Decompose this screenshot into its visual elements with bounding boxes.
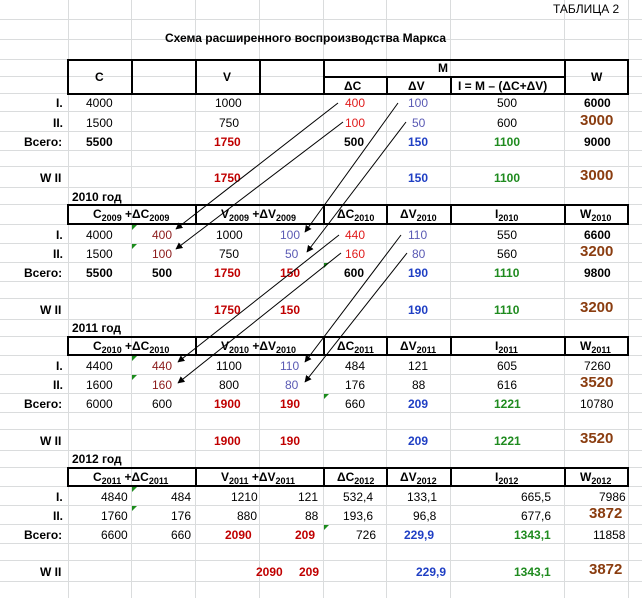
cell-i: 665,5 [521,490,552,504]
cell-dv: 50 [412,116,426,130]
cell-dv-prev: 209 [299,565,320,579]
header-dc: $\Delta C_{2010}$ [337,207,375,223]
cell-i: 1110 [494,303,520,317]
year-label-2012: 2012 год [72,452,122,466]
cell-dv: 133,1 [407,490,438,504]
row-label: W II [40,565,62,579]
cell-dc-prev: 660 [171,528,192,542]
header-dc: ΔC [344,79,362,93]
cell-dv-prev: 110 [280,359,300,373]
cell-dc: 193,6 [343,509,374,523]
header-v-plus-dv: $V_{2010} +\Delta V_{2010}$ [221,339,297,355]
cell-i: 616 [497,378,518,392]
cell-c: 1760 [101,509,128,523]
comment-marker [132,375,137,380]
cell-dv-prev: 80 [285,378,299,392]
gridline [0,150,642,151]
cell-i: 560 [497,247,518,261]
cell-dv-prev: 88 [305,509,319,523]
cell-dc-prev: 100 [152,247,173,261]
cell-i: 550 [497,228,518,242]
cell-dv: 190 [408,303,429,317]
comment-marker [132,225,137,230]
cell-dc-prev: 400 [152,228,173,242]
cell-dc: 160 [345,247,366,261]
comment-marker [132,506,137,511]
cell-dc-prev: 176 [171,509,192,523]
cell-w: 3872 [589,561,623,578]
cell-i: 500 [497,96,518,110]
row-label: Всего: [24,528,63,542]
gridline [0,543,642,544]
cell-c: 4400 [86,359,113,373]
cell-i: 1100 [494,135,521,149]
header-w: $W_{2011}$ [580,339,611,355]
header-c-plus-dc: $C_{2011} +\Delta C_{2011}$ [93,470,169,486]
header-dv: ΔV [408,79,425,93]
gridline [0,560,642,561]
gridline [0,450,642,451]
cell-dv-prev: 190 [280,434,301,448]
cell-w: 9000 [584,135,611,149]
cell-dv-prev: 150 [280,303,301,317]
cell-w: 7260 [584,359,611,373]
gridline [0,429,642,430]
cell-v: 1750 [214,135,241,149]
cell-i: 1343,1 [514,528,551,542]
header-w: $W_{2010}$ [580,207,612,223]
cell-i: 677,6 [521,509,552,523]
row-label: W II [40,171,62,185]
header-c-plus-dc: $C_{2009} +\Delta C_{2009}$ [93,207,170,223]
gridline [0,187,642,188]
cell-dv: 96,8 [413,509,437,523]
header-v-plus-dv: $V_{2011} +\Delta V_{2011}$ [221,470,296,486]
header-v-plus-dv: $V_{2009} +\Delta V_{2009}$ [221,207,297,223]
comment-marker [324,263,329,268]
gridline [0,281,642,282]
cell-dc: 440 [345,228,366,242]
header-i: $I_{2010}$ [495,207,519,223]
cell-v: 880 [237,509,258,523]
cell-i: 1100 [494,171,521,185]
cell-dc: 484 [345,359,366,373]
gridline [0,393,642,394]
gridline [0,243,642,244]
cell-w: 3200 [580,243,614,260]
cell-v: 1900 [214,397,241,411]
cell-i: 1343,1 [514,565,551,579]
cell-w: 3200 [580,299,614,316]
cell-dv-prev: 121 [298,490,319,504]
cell-v: 1750 [214,266,241,280]
header-dc: $\Delta C_{2011}$ [337,339,374,355]
header-c-plus-dc: $C_{2010} +\Delta C_{2010}$ [93,339,170,355]
header-i: $I_{2012}$ [495,470,519,486]
cell-dv-prev: 190 [280,397,301,411]
row-label: Всего: [24,397,63,411]
year-label-2010: 2010 год [72,190,122,204]
row-label: II. [53,116,64,130]
row-label: II. [53,378,64,392]
header-dv: $\Delta V_{2012}$ [400,470,437,486]
cell-dv: 229,9 [404,528,435,542]
page-title: Схема расширенного воспроизводства Маркса [165,31,447,45]
cell-w: 3000 [580,167,614,184]
gridline [0,374,642,375]
cell-v: 1750 [214,171,241,185]
cell-dv-prev: 209 [295,528,316,542]
cell-dc-prev: 500 [152,266,173,280]
cell-w: 9800 [584,266,611,280]
header-w: $W_{2012}$ [580,470,612,486]
cell-w: 6600 [584,228,611,242]
year-label-2011: 2011 год [72,321,121,335]
row-label: W II [40,303,62,317]
gridline [0,412,642,413]
cell-dv: 88 [412,378,426,392]
gridline [0,166,642,167]
cell-dv-prev: 50 [285,247,299,261]
cell-w: 7986 [599,490,626,504]
header-w: W [591,70,603,84]
cell-c: 1500 [86,247,113,261]
header-i-formula: I = M – (ΔC+ΔV) [458,79,548,93]
cell-v: 1100 [216,359,242,373]
comment-marker [132,244,137,249]
gridline [0,298,642,299]
cell-dv-prev: 150 [280,266,301,280]
cell-v: 1000 [215,96,242,110]
cell-v: 750 [219,116,240,130]
cell-dc-prev: 160 [152,378,173,392]
cell-c: 6000 [86,397,113,411]
cell-v: 1000 [216,228,243,242]
cell-w: 3520 [580,430,614,447]
cell-dc: 726 [356,528,377,542]
row-label: I. [56,359,63,373]
comment-marker [132,356,137,361]
cell-dc: 600 [344,266,365,280]
cell-dv: 80 [412,247,426,261]
header-i: $I_{2011}$ [495,339,518,355]
header-m: M [438,61,448,75]
cell-dc-prev: 600 [152,397,173,411]
cell-dc-prev: 440 [152,359,173,373]
cell-dv-prev: 100 [280,228,301,242]
cell-c: 6600 [101,528,128,542]
cell-w: 3872 [589,505,623,522]
cell-dv: 229,9 [416,565,447,579]
cell-dc: 400 [345,96,366,110]
table-label: ТАБЛИЦА 2 [553,2,620,16]
cell-dv: 150 [408,171,429,185]
cell-dc-prev: 484 [171,490,192,504]
cell-v: 1210 [231,490,258,504]
cell-c: 4840 [101,490,128,504]
header-dv: $\Delta V_{2011}$ [400,339,437,355]
cell-c: 4000 [86,96,113,110]
cell-c: 1600 [86,378,113,392]
header-v: V [223,70,232,84]
cell-c: 5500 [86,135,113,149]
gridline [0,262,642,263]
gridline [0,505,642,506]
row-label: II. [53,509,64,523]
row-label: Всего: [24,266,63,280]
cell-dc: 500 [344,135,365,149]
cell-c: 4000 [86,228,113,242]
gridline [0,319,642,320]
row-label: I. [56,96,63,110]
cell-dv: 190 [408,266,429,280]
cell-w: 3520 [580,374,614,391]
cell-dv: 121 [408,359,429,373]
row-label: W II [40,434,62,448]
gridline [0,19,642,20]
cell-dc: 176 [345,378,366,392]
comment-marker [324,394,329,399]
cell-w: 3000 [580,112,614,129]
comment-marker [324,525,329,530]
cell-dc: 100 [345,116,366,130]
row-label: I. [56,228,63,242]
cell-w: 10780 [580,397,614,411]
cell-v: 800 [219,378,240,392]
gridline [0,131,642,132]
cell-v: 1900 [214,434,241,448]
cell-c: 1500 [86,116,113,130]
cell-dv: 209 [408,397,429,411]
cell-v: 1750 [214,303,241,317]
cell-dc: 532,4 [343,490,374,504]
cell-c: 5500 [86,266,113,280]
header-dc: $\Delta C_{2012}$ [337,470,375,486]
row-label: II. [53,247,64,261]
cell-v: 2090 [256,565,283,579]
cell-i: 1110 [494,266,520,280]
gridline [0,581,642,582]
cell-w: 11858 [593,528,626,542]
cell-v: 2090 [225,528,252,542]
cell-dv: 209 [408,434,429,448]
cell-w: 6000 [584,96,611,110]
cell-i: 605 [497,359,518,373]
row-label: Всего: [24,135,63,149]
row-label: I. [56,490,63,504]
comment-marker [132,487,137,492]
header-c: C [95,70,104,84]
header-dv: $\Delta V_{2010}$ [400,207,437,223]
cell-dv: 110 [408,228,428,242]
cell-i: 600 [497,116,518,130]
gridline [0,524,642,525]
cell-v: 750 [219,247,240,261]
cell-dv: 100 [408,96,429,110]
cell-dv: 150 [408,135,429,149]
cell-dc: 660 [345,397,366,411]
gridline [0,111,642,112]
cell-i: 1221 [494,397,521,411]
cell-i: 1221 [494,434,521,448]
